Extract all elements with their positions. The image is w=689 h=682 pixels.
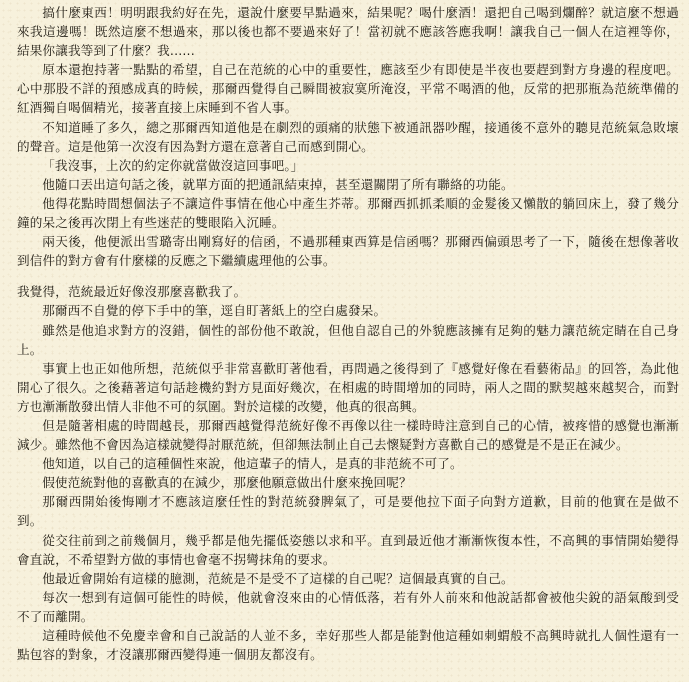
section-divider <box>17 270 679 282</box>
opening-line: 我覺得，范統最近好像沒那麼喜歡我了。 <box>17 284 247 300</box>
paragraph: 兩天後，他便派出雪璐寄出剛寫好的信函，不過那種東西算是信函嗎？那爾西偏頭思考了一下，隨後在想像著收到信件的對方會有什麼樣的反應之下繼續處理他的公事。 <box>17 234 679 269</box>
paragraph: 他知道，以自己的這種個性來說，他這輩子的情人，是真的非范統不可了。 <box>42 456 463 472</box>
paragraph: 那爾西開始後悔剛才不應該這麼任性的對范統發脾氣了，可是要他拉下面子向對方道歉，目前的他實在是做不到。 <box>17 494 679 529</box>
paragraph: 搞什麼東西！明明跟我約好在先，還說什麼要早點過來，結果呢？喝什麼酒！還把自己喝到爛醉？就這麼不想過來我這邊嗎！既然這麼不想過來，那以後也都不要過來好了！當初就不應該答應我啊！讓我自己一個人在這裡等你，結果你讓我等到了什麼？我...... <box>17 5 679 59</box>
paragraph: 他得花點時間想個法子不讓這件事情在他心中產生芥蒂。那爾西抓抓柔順的金髮後又懶散的躺回床上，發了幾分鐘的呆之後再次閉上有些迷茫的雙眼陷入沉睡。 <box>17 195 679 231</box>
paragraph: 每次一想到有這個可能性的時候，他就會沒來由的心情低落，若有外人前來和他說話都會被他尖銳的語氣酸到受不了而離開。 <box>17 589 679 624</box>
paragraph: 不知道睡了多久，總之那爾西知道他是在劇烈的頭痛的狀態下被通訊器吵醒，接通後不意外的聽見范統氣急敗壞的聲音。這是他第一次沒有因為對方還在意著自己而感到開心。 <box>17 119 679 154</box>
paragraph: 事實上也正如他所想，范統似乎非常喜歡盯著他看，再問過之後得到了『感覺好像在看藝術品』的回答，為此他開心了很久。之後藉著這句話趁機約對方見面好幾次，在相處的時間增加的同時，兩人之間的默契越來越契合，而對方也漸漸散發出情人非他不可的氛圍。對於這樣的改變，他真的很高興。 <box>17 360 679 414</box>
story-section-2 <box>17 282 679 664</box>
paragraph: 那爾西不自覺的停下手中的筆，逕自盯著紙上的空白處發呆。 <box>42 303 387 319</box>
paragraph: 雖然是他追求對方的沒錯，個性的部份他不敢說，但他自認自己的外貌應該擁有足夠的魅力讓范統定睛在自己身上。 <box>17 322 679 357</box>
paragraph: 他最近會開始有這樣的臆測，范統是不是受不了這樣的自己呢？這個最真實的自己。 <box>42 570 514 586</box>
paragraph: 他隨口丟出這句話之後，就單方面的把通訊結束掉，甚至還關閉了所有聯絡的功能。 <box>42 176 514 192</box>
paragraph: 但是隨著相處的時間越長，那爾西越覺得范統好像不再像以往一樣時時注意到自己的心情，被疼惜的感覺也漸漸減少。雖然他不會因為這樣就變得討厭范統，但卻無法制止自己去懷疑對方喜歡自己的感覺是不是正在減少。 <box>17 417 679 453</box>
paragraph: 假使范統對他的喜歡真的在減少，那麼他願意做出什麼來挽回呢？ <box>42 475 412 491</box>
paragraph: 原本還抱持著一點點的希望，自己在范統的心中的重要性，應該至少有即使是半夜也要趕到對方身邊的程度吧。心中那股不詳的預感成真的時候，那爾西覺得自己瞬間被寂寞所淹沒，平常不喝酒的他，反常的把那瓶為范統準備的紅酒獨自喝個精光，接著直接上床睡到不省人事。 <box>17 62 679 116</box>
story-section-1 <box>17 3 679 270</box>
dialogue-quote: 「我沒事，上次的約定你就當做沒這回事吧。」 <box>42 157 304 173</box>
paragraph: 從交往前到之前幾個月，幾乎都是他先擺低姿態以求和平。直到最近他才漸漸恢復本性，不高興的事情開始變得會直說，不希望對方做的事情也會毫不拐彎抹角的要求。 <box>17 532 679 567</box>
paragraph: 這種時候他不免慶幸會和自己說話的人並不多，幸好那些人都是能對他這種如刺蝟般不高興時就扎人個性還有一點包容的對象，才沒讓那爾西變得連一個朋友都沒有。 <box>17 628 679 663</box>
